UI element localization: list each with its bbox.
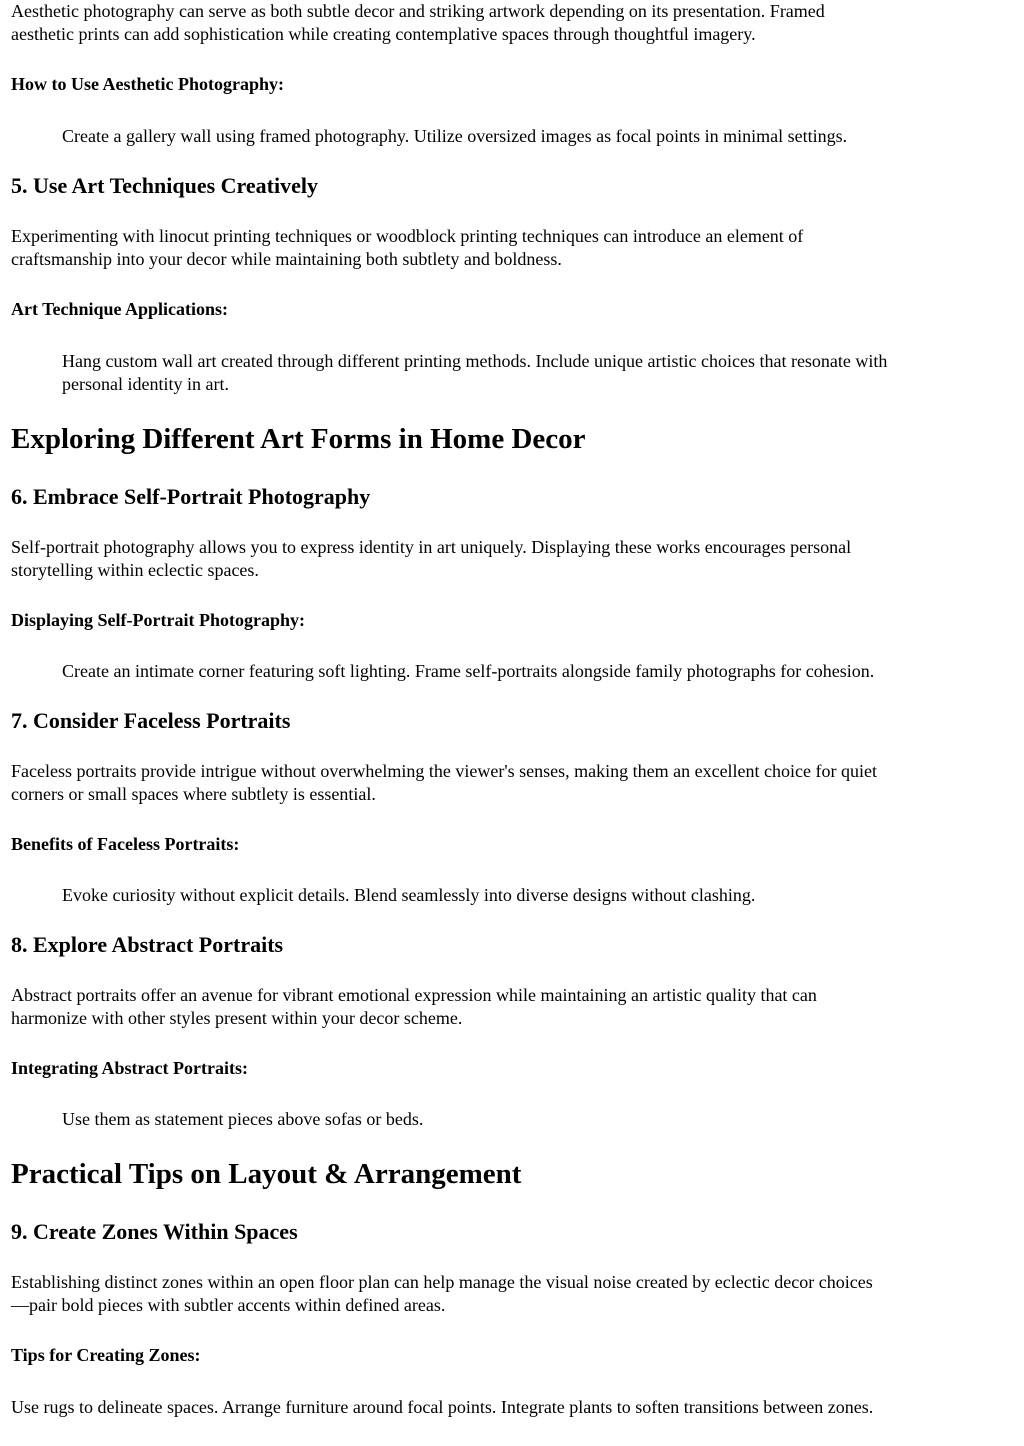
section-5-tip-line-1: Hang custom wall art created through different printing methods. Include unique artistic choices that resonate with bbox=[62, 351, 888, 371]
section-7-heading: 7. Consider Faceless Portraits bbox=[11, 708, 291, 733]
art-forms-heading: Exploring Different Art Forms in Home Decor bbox=[11, 423, 586, 455]
section-5-tip-line-2: personal identity in art. bbox=[62, 374, 229, 394]
section-7-paragraph bbox=[11, 760, 877, 806]
section-8-line-2: harmonize with other styles present within your decor scheme. bbox=[11, 1008, 463, 1028]
section-6-tip: Create an intimate corner featuring soft lighting. Frame self-portraits alongside family photographs for cohesion. bbox=[62, 661, 875, 681]
section-7-line-1: Faceless portraits provide intrigue without overwhelming the viewer's senses, making them an excellent choice for quiet bbox=[11, 761, 877, 781]
section-9-subheading: Tips for Creating Zones: bbox=[11, 1345, 201, 1365]
section-9-line-1: Establishing distinct zones within an open floor plan can help manage the visual noise created by eclectic decor choices bbox=[11, 1272, 873, 1292]
section-9-tip: Use rugs to delineate spaces. Arrange furniture around focal points. Integrate plants to soften transitions between zones. bbox=[11, 1397, 874, 1417]
section-8-line-1: Abstract portraits offer an avenue for vibrant emotional expression while maintaining an artistic quality that can bbox=[11, 985, 817, 1005]
section-5-heading: 5. Use Art Techniques Creatively bbox=[11, 173, 318, 198]
section-5-paragraph bbox=[11, 225, 803, 271]
section-5-tip bbox=[62, 350, 887, 396]
section-5-line-1: Experimenting with linocut printing techniques or woodblock printing techniques can introduce an element of bbox=[11, 226, 804, 246]
section-6-heading: 6. Embrace Self-Portrait Photography bbox=[11, 484, 371, 509]
section-6-line-2: storytelling within eclectic spaces. bbox=[11, 560, 259, 580]
section-6-subheading: Displaying Self-Portrait Photography: bbox=[11, 610, 305, 630]
section-7-subheading: Benefits of Faceless Portraits: bbox=[11, 834, 240, 854]
section-8-subheading: Integrating Abstract Portraits: bbox=[11, 1058, 248, 1078]
section-6-line-1: Self-portrait photography allows you to express identity in art uniquely. Displaying these works encourages personal bbox=[11, 537, 852, 557]
section-9-paragraph bbox=[11, 1271, 873, 1317]
section-8-heading: 8. Explore Abstract Portraits bbox=[11, 932, 284, 957]
how-to-aesthetic-heading: How to Use Aesthetic Photography: bbox=[11, 74, 284, 94]
intro-line-1: Aesthetic photography can serve as both subtle decor and striking artwork depending on its presentation. Framed bbox=[11, 1, 825, 21]
layout-heading: Practical Tips on Layout & Arrangement bbox=[11, 1158, 522, 1190]
section-5-line-2: craftsmanship into your decor while maintaining both subtlety and boldness. bbox=[11, 249, 562, 269]
section-7-tip: Evoke curiosity without explicit details. Blend seamlessly into diverse designs without clashing. bbox=[62, 885, 756, 905]
section-8-paragraph bbox=[11, 984, 817, 1030]
section-8-tip: Use them as statement pieces above sofas or beds. bbox=[62, 1109, 424, 1129]
section-7-line-2: corners or small spaces where subtlety is essential. bbox=[11, 784, 376, 804]
how-to-aesthetic-tip: Create a gallery wall using framed photography. Utilize oversized images as focal points in minimal settings. bbox=[62, 126, 848, 146]
section-9-line-2: —pair bold pieces with subtler accents within defined areas. bbox=[11, 1295, 446, 1315]
section-5-subheading: Art Technique Applications: bbox=[11, 299, 229, 319]
intro-paragraph bbox=[11, 0, 825, 46]
section-6-paragraph bbox=[11, 536, 851, 582]
intro-line-2: aesthetic prints can add sophistication while creating contemplative spaces through thoughtful imagery. bbox=[11, 24, 756, 44]
section-9-heading: 9. Create Zones Within Spaces bbox=[11, 1219, 298, 1244]
